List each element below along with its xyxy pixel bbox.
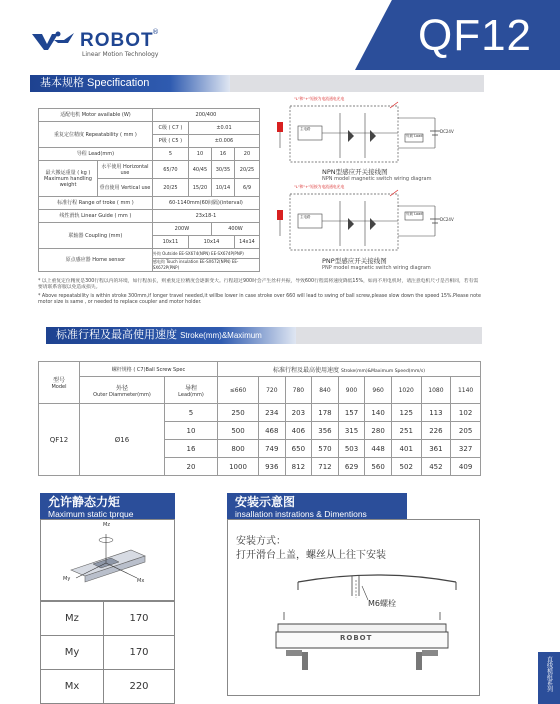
diameter-cell: Ø16 [80, 404, 165, 476]
npn-voltage: DC24V [440, 129, 454, 134]
guide-value: 23x18-1 [152, 210, 259, 223]
pnp-wiring-diagram [270, 186, 460, 254]
speed-cell: 205 [451, 422, 481, 440]
speed-cell: 1000 [218, 458, 259, 476]
registered-mark: ® [152, 28, 159, 36]
od-header [80, 377, 165, 404]
stroke-col: 900 [338, 377, 365, 404]
series-side-tab [538, 652, 560, 704]
torque-value: 170 [104, 602, 175, 636]
stroke-col: 1080 [421, 377, 451, 404]
lead-cell: 10 [188, 148, 211, 161]
lead-cell: 16 [211, 148, 234, 161]
brand-name: ROBOT [80, 30, 154, 51]
horizontal-label: 水平使用 Horizontal use [98, 161, 153, 179]
torque-axis: Mx [41, 670, 104, 704]
lead-label: 导程 Lead(mm) [39, 148, 153, 161]
install-title-cn: 安装示意图 [235, 495, 296, 509]
speed-title-en: Stroke(mm)&Maximum Speed(mm/s) [56, 331, 262, 357]
lead-header-en: Lead(mm) [178, 391, 204, 398]
coupling-cell: 10x11 [152, 236, 188, 249]
lead-cell: 20 [234, 148, 259, 161]
speed-cell: 500 [218, 422, 259, 440]
lead-cell: 5 [165, 404, 218, 422]
horizontal-cell: 20/25 [234, 161, 259, 179]
coupling-label: 联轴器 Coupling (mm) [39, 223, 153, 249]
repeat-c5-value: ±0.006 [188, 135, 259, 148]
speed-cell: 203 [285, 404, 312, 422]
spec-section-title: 基本规格 Specification [30, 75, 230, 92]
speed-row [39, 404, 481, 422]
torque-table [40, 601, 175, 704]
speed-cell: 712 [312, 458, 339, 476]
series-side-tab-label: 直线模组系列 [545, 656, 553, 692]
repeat-c7-value: ±0.01 [188, 122, 259, 135]
repeat-label: 重复定位精度 Repeatability ( mm ) [39, 122, 153, 148]
stroke-col: 720 [259, 377, 286, 404]
model-title: QF12 [417, 11, 533, 60]
horizontal-cell: 30/35 [211, 161, 234, 179]
vertical-cell: 6/9 [234, 179, 259, 197]
torque-diagram-panel [40, 519, 175, 601]
motor-label: 适配电机 Motor available (W) [39, 109, 153, 122]
speed-cell: 234 [259, 404, 286, 422]
pnp-caption: PNP型感应开关接线图 [322, 257, 387, 265]
model-header [39, 362, 80, 404]
speed-table [38, 361, 481, 476]
axis-my-label: My [63, 576, 71, 582]
torque-value: 220 [104, 670, 175, 704]
bolt-label: M6螺栓 [368, 599, 396, 608]
pnp-short-note: "L"和"+"短接为电流通电光电 [294, 184, 345, 189]
od-header-en: Outer Diammeter(mm) [93, 391, 151, 398]
coupling-cell: 14x14 [234, 236, 259, 249]
torque-row [41, 636, 175, 670]
model-cell: QF12 [39, 404, 80, 476]
vertical-label: 垂直使用 Vertical use [98, 179, 153, 197]
note-cn: * 以上重复定位精度是300行程以内的环境，如行程加长，则重复定位精度会逐渐变大。行程超过900时会产生丝杆共振，导致600行程需将速度降低15%，如再不用电机时，请注意电机尺寸是否相同，若有需要请联系客服以免造成损失。 [38, 279, 479, 291]
install-method-text: 打开滑台上盖，螺丝从上往下安装 [236, 550, 386, 561]
horizontal-cell: 40/45 [188, 161, 211, 179]
pnp-caption-en: PNP model magnetic switch wiring diagram [322, 265, 431, 271]
model-header-en: Model [51, 384, 67, 390]
coupling-cell: 10x14 [188, 236, 234, 249]
sensor-outside: 外钩 Outside EE-SX674(NPN) EE-SX674P(PNP) [152, 249, 259, 259]
vertical-cell: 10/14 [211, 179, 234, 197]
static-torque-title-cn: 允许静态力矩 [48, 495, 121, 509]
axis-mx-label: Mx [137, 578, 145, 584]
coupling-header: 400W [211, 223, 259, 236]
stroke-header [218, 362, 481, 377]
model-header-cn: 型号 [52, 377, 65, 384]
speed-section-title [46, 327, 296, 357]
coupling-header: 200W [152, 223, 211, 236]
lead-header [165, 377, 218, 404]
npn-short-note: "L"和"+"短接为电流通电光电 [294, 96, 345, 101]
axis-mz-label: Mz [103, 522, 110, 528]
stroke-col: 780 [285, 377, 312, 404]
install-method-label: 安装方式： [236, 536, 286, 547]
speed-cell: 468 [259, 422, 286, 440]
install-title-en: insallation instrations & Dimentions [235, 509, 367, 519]
stroke-value: 60-1140mm(60间隔)(interval) [152, 197, 259, 210]
note-en: * Above repeatability is within stroke 300mm,if longer travel needed,it willbe lower in case stroke over 660 will lead to swing of ball screw,please slow down the speed 15%.Please note motor size is same , or needed to replace coupler and motor holder. [38, 294, 481, 306]
stroke-col: 1140 [451, 377, 481, 404]
sensor-label: 原点感应器 Home sensor [39, 249, 153, 272]
speed-cell: 749 [259, 440, 286, 458]
install-title [227, 493, 407, 519]
npn-wiring-diagram [270, 98, 460, 166]
load-label: 最大搬运重量 ( kg ) Maximum handling weight [39, 161, 98, 197]
speed-cell: 125 [391, 404, 421, 422]
npn-caption-en: NPN model magnetic switch wiring diagram [322, 176, 432, 182]
install-panel [227, 519, 480, 696]
speed-cell: 113 [421, 404, 451, 422]
speed-cell: 280 [365, 422, 392, 440]
torque-row [41, 670, 175, 704]
speed-cell: 361 [421, 440, 451, 458]
lead-cell: 16 [165, 440, 218, 458]
lead-cell: 20 [165, 458, 218, 476]
speed-cell: 448 [365, 440, 392, 458]
speed-title-cn: 标准行程及最高使用速度 [56, 329, 177, 341]
repeat-c5-label: P级 ( C5 ) [152, 135, 188, 148]
screw-header: 螺杆规格 ( C7)Ball Screw Spec [80, 362, 218, 377]
speed-cell: 560 [365, 458, 392, 476]
od-header-cn: 外径 [115, 384, 128, 392]
torque-value: 170 [104, 636, 175, 670]
torque-row [41, 602, 175, 636]
torque-axis: My [41, 636, 104, 670]
stroke-col: ≤660 [218, 377, 259, 404]
stroke-col: 840 [312, 377, 339, 404]
speed-cell: 629 [338, 458, 365, 476]
speed-cell: 409 [451, 458, 481, 476]
install-diagram [228, 520, 479, 695]
npn-caption: NPN型感应开关接线图 [322, 168, 388, 176]
vertical-cell: 20/25 [152, 179, 188, 197]
stroke-header-en: Stroke(mm)&Maximum Speed(mm/s) [340, 368, 425, 374]
stroke-col: 960 [365, 377, 392, 404]
spec-title-extension [230, 75, 484, 92]
speed-cell: 503 [338, 440, 365, 458]
speed-cell: 327 [451, 440, 481, 458]
speed-cell: 650 [285, 440, 312, 458]
repeat-c7-label: C级 ( C7 ) [152, 122, 188, 135]
pnp-main-circuit: 主电路 [300, 215, 311, 219]
static-torque-title-en: Maximum static tprque [48, 509, 134, 519]
sensor-touch: 感电钩 Touch insulation EE-SX672(NPN) EE-SX672P(PNP) [152, 259, 259, 272]
stroke-label: 标准行程 Range of troke ( mm ) [39, 197, 153, 210]
brand-tagline: Linear Motion Technology [82, 51, 159, 58]
speed-cell: 502 [391, 458, 421, 476]
speed-cell: 401 [391, 440, 421, 458]
npn-main-circuit: 主电路 [300, 127, 311, 131]
speed-cell: 102 [451, 404, 481, 422]
torque-axes-icon [41, 520, 174, 600]
motor-value: 200/400 [152, 109, 259, 122]
pnp-load: 负载 Load [406, 212, 423, 216]
stroke-col: 1020 [391, 377, 421, 404]
npn-load: 负载 Load [406, 134, 423, 138]
speed-cell: 250 [218, 404, 259, 422]
lead-header-cn: 导程 [184, 384, 197, 392]
speed-cell: 226 [421, 422, 451, 440]
speed-cell: 315 [338, 422, 365, 440]
speed-cell: 406 [285, 422, 312, 440]
diagram-brand: ROBOT [340, 634, 373, 642]
speed-cell: 570 [312, 440, 339, 458]
torque-axis: Mz [41, 602, 104, 636]
speed-cell: 800 [218, 440, 259, 458]
horizontal-cell: 65/70 [152, 161, 188, 179]
speed-cell: 157 [338, 404, 365, 422]
speed-cell: 936 [259, 458, 286, 476]
static-torque-title [40, 493, 175, 519]
vertical-cell: 15/20 [188, 179, 211, 197]
guide-label: 线性滑轨 Linear Guide ( mm ) [39, 210, 153, 223]
speed-cell: 812 [285, 458, 312, 476]
stroke-header-cn: 标准行程及最高使用速度 [273, 366, 340, 374]
pnp-voltage: DC24V [440, 217, 454, 222]
robot-logo-icon [30, 30, 76, 52]
speed-cell: 452 [421, 458, 451, 476]
speed-cell: 356 [312, 422, 339, 440]
spec-table [38, 108, 260, 272]
speed-cell: 251 [391, 422, 421, 440]
lead-cell: 10 [165, 422, 218, 440]
speed-title-extension [296, 327, 482, 344]
lead-cell: 5 [152, 148, 188, 161]
speed-cell: 178 [312, 404, 339, 422]
speed-cell: 140 [365, 404, 392, 422]
